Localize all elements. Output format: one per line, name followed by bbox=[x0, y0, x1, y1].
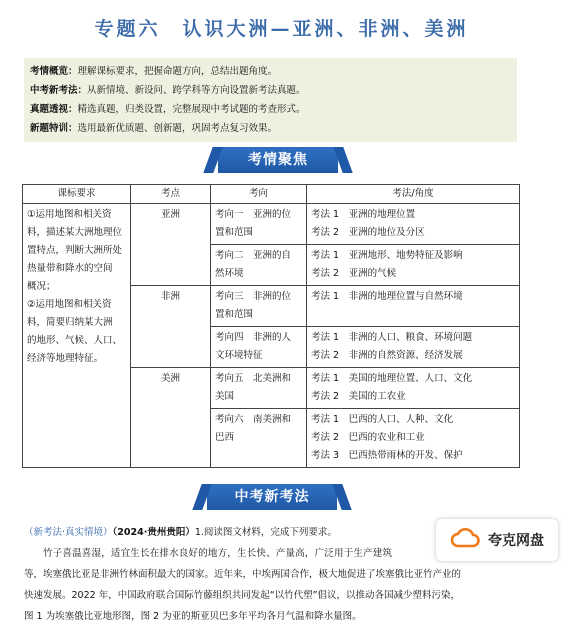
page-title: 专题六 认识大洲—亚洲、非洲、美洲 bbox=[94, 18, 469, 40]
direction-line: 考向一 亚洲的位 bbox=[215, 209, 292, 220]
method-line: 考法 1 非洲的人口、粮食、环境问题 bbox=[311, 332, 473, 343]
direction-line: 置和范围 bbox=[215, 309, 254, 320]
direction-line: 考向三 非洲的位 bbox=[215, 291, 292, 302]
method-line: 考法 1 亚洲地形、地势特征及影响 bbox=[311, 250, 463, 261]
summary-text: 精选真题，归类设置，完整展现中考试题的考查形式。 bbox=[77, 104, 306, 115]
requirement-line: 热量带和降水的空间 bbox=[27, 263, 113, 274]
summary-box bbox=[24, 58, 517, 142]
direction-cell bbox=[211, 409, 307, 468]
header-direction: 考向 bbox=[211, 185, 307, 204]
question-paragraph-line: 快速发展。2022 年，中国政府联合国际竹藤组织共同发起“以竹代塑”倡议，以推动各国减少塑料污染， bbox=[24, 590, 461, 601]
summary-text: 从新情境、新设问、跨学科等方向设置新考法真题。 bbox=[87, 85, 306, 96]
summary-key: 中考新考法： bbox=[30, 85, 88, 96]
quark-drive-watermark[interactable] bbox=[436, 519, 558, 561]
point-asia: 亚洲 bbox=[131, 204, 211, 286]
direction-cell bbox=[211, 368, 307, 409]
direction-line: 然环境 bbox=[215, 268, 244, 279]
direction-line: 巴西 bbox=[215, 432, 235, 443]
point-america: 美洲 bbox=[131, 368, 211, 468]
requirement-line: ②运用地图和相关资 bbox=[27, 299, 112, 310]
summary-key: 真题透视： bbox=[30, 104, 78, 115]
method-cell bbox=[307, 204, 520, 245]
method-line: 考法 1 非洲的地理位置与自然环境 bbox=[311, 291, 463, 302]
requirement-line: 经济等地理特征。 bbox=[27, 353, 104, 364]
direction-cell bbox=[211, 327, 307, 368]
requirement-line: 置特点，判断大洲所处 bbox=[27, 245, 123, 256]
requirement-line: 料，描述某大洲地理位 bbox=[27, 227, 123, 238]
summary-key: 新题特训： bbox=[30, 123, 78, 134]
method-line: 考法 2 亚洲的地位及分区 bbox=[311, 227, 425, 238]
requirement-line: 料，简要归纳某大洲 bbox=[27, 317, 113, 328]
question-source: （2024·贵州贵阳） bbox=[112, 527, 195, 538]
method-line: 考法 2 美国的工农业 bbox=[311, 391, 406, 402]
method-cell bbox=[307, 327, 520, 368]
table-row bbox=[23, 204, 520, 245]
summary-row bbox=[30, 119, 511, 138]
watermark-text: 夸克网盘 bbox=[488, 533, 544, 549]
question-tag: （新考法·真实情境） bbox=[24, 527, 113, 538]
method-line: 考法 1 美国的地理位置、人口、文化 bbox=[311, 373, 473, 384]
direction-line: 考向二 亚洲的自 bbox=[215, 250, 292, 261]
direction-line: 考向五 北美洲和 bbox=[215, 373, 292, 384]
method-line: 考法 3 巴西热带雨林的开发、保护 bbox=[311, 450, 463, 461]
direction-line: 考向四 非洲的人 bbox=[215, 332, 292, 343]
direction-line: 考向六 南美洲和 bbox=[215, 414, 292, 425]
method-line: 考法 2 巴西的农业和工业 bbox=[311, 432, 425, 443]
cloud-icon bbox=[450, 527, 480, 553]
summary-row bbox=[30, 100, 511, 119]
question-prompt: 1.阅读图文材料，完成下列要求。 bbox=[194, 527, 337, 538]
direction-cell bbox=[211, 286, 307, 327]
summary-text: 选用最新优质题、创新题，巩固考点复习效果。 bbox=[77, 123, 278, 134]
direction-cell bbox=[211, 245, 307, 286]
summary-row bbox=[30, 81, 511, 100]
method-line: 考法 2 亚洲的气候 bbox=[311, 268, 397, 279]
header-point: 考点 bbox=[131, 185, 211, 204]
summary-key: 考情概览： bbox=[30, 66, 78, 77]
method-cell bbox=[307, 286, 520, 327]
method-line: 考法 2 非洲的自然资源、经济发展 bbox=[311, 350, 463, 361]
direction-line: 置和范围 bbox=[215, 227, 254, 238]
exam-focus-table bbox=[22, 184, 520, 468]
section-banner-new-method: 中考新考法 bbox=[207, 484, 337, 510]
method-cell bbox=[307, 245, 520, 286]
method-line: 考法 1 亚洲的地理位置 bbox=[311, 209, 416, 220]
requirement-line: 概况； bbox=[27, 281, 56, 292]
question-paragraph-line: 等，埃塞俄比亚是非洲竹林面积最大的国家。近年来，中埃两国合作，极大地促进了埃塞俄比亚竹产业的 bbox=[24, 569, 462, 580]
question-paragraph-line: 图 1 为埃塞俄比亚地形图，图 2 为亚的斯亚贝巴多年平均各月气温和降水量图。 bbox=[24, 611, 362, 622]
requirement-cell bbox=[23, 204, 131, 468]
summary-text: 理解课标要求，把握命题方向，总结出题角度。 bbox=[77, 66, 278, 77]
direction-cell bbox=[211, 204, 307, 245]
header-method: 考法/角度 bbox=[307, 185, 520, 204]
section-banner-exam-focus: 考情聚焦 bbox=[218, 147, 338, 173]
requirement-line: 的地形、气候、人口、 bbox=[27, 335, 123, 346]
point-africa: 非洲 bbox=[131, 286, 211, 368]
method-cell bbox=[307, 368, 520, 409]
method-cell bbox=[307, 409, 520, 468]
direction-line: 美国 bbox=[215, 391, 235, 402]
summary-row bbox=[30, 62, 511, 81]
question-paragraph-line: 竹子喜温喜湿，适宜生长在排水良好的地方，生长快、产量高，广泛用于生产建筑 bbox=[43, 548, 393, 559]
requirement-line: ①运用地图和相关资 bbox=[27, 209, 112, 220]
method-line: 考法 1 巴西的人口、人种、文化 bbox=[311, 414, 454, 425]
header-requirement: 课标要求 bbox=[23, 185, 131, 204]
direction-line: 文环境特征 bbox=[215, 350, 263, 361]
table-header-row bbox=[23, 185, 520, 204]
